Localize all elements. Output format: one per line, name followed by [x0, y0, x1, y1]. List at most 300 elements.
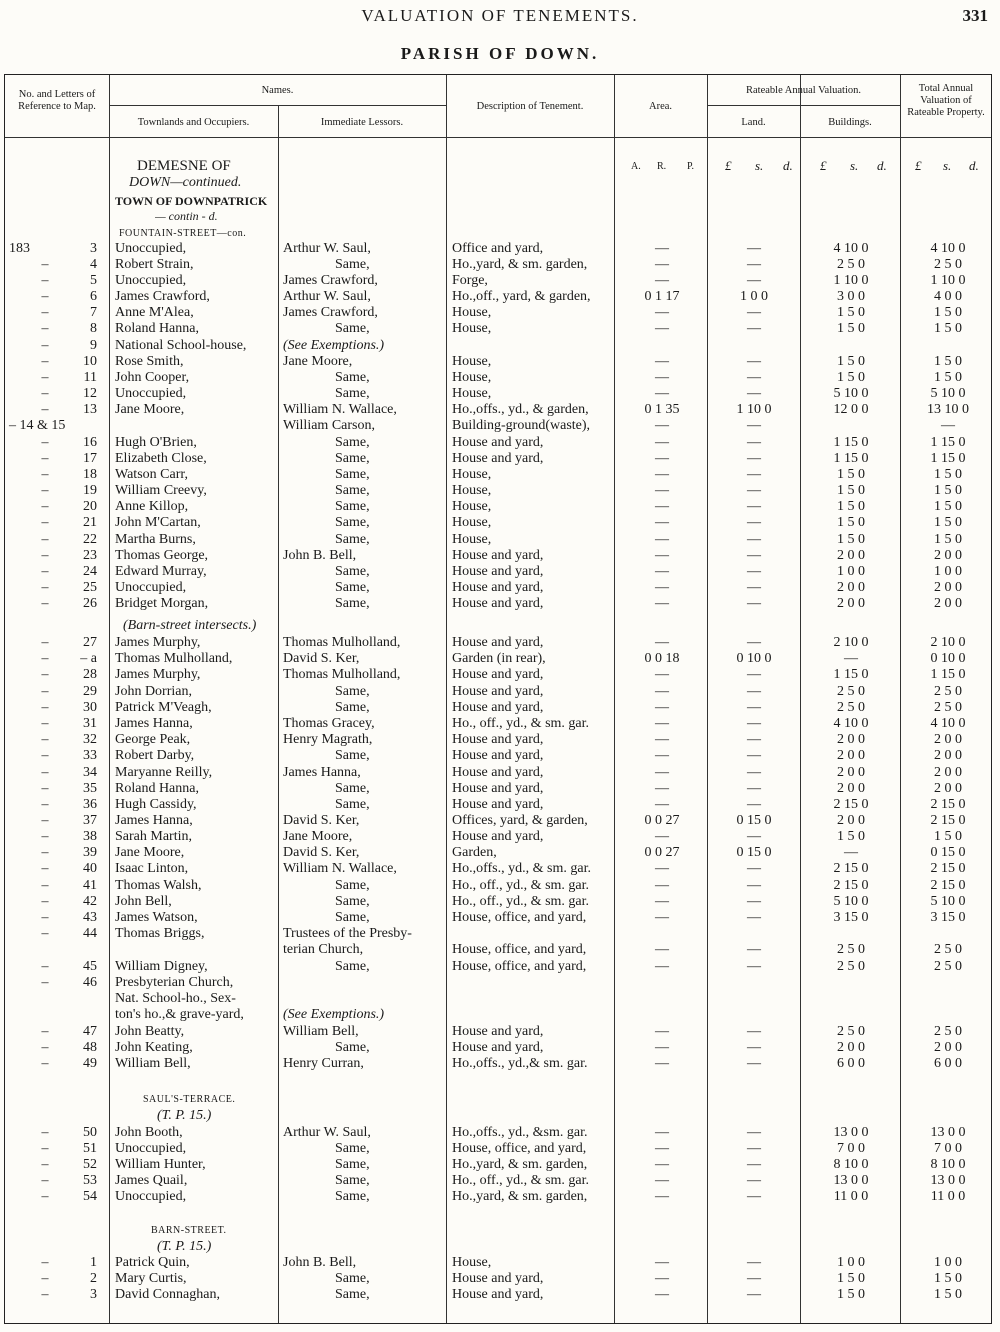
total-value: 1 5 0	[934, 321, 962, 336]
land-value: —	[747, 959, 761, 974]
area: —	[655, 386, 669, 401]
table-row	[5, 1141, 993, 1157]
table-row	[5, 257, 993, 273]
ref-number: –	[41, 499, 49, 514]
ref-letter: 20	[83, 499, 97, 514]
total-value: —	[941, 418, 955, 433]
occupier: James Hanna,	[115, 813, 193, 828]
buildings-value: 1 5 0	[837, 370, 865, 385]
area: —	[655, 1189, 669, 1204]
ref-letter: 31	[83, 716, 97, 731]
land-value: 0 10 0	[736, 651, 772, 666]
occupier: John Bell,	[115, 894, 172, 909]
ref-number: –	[41, 1173, 49, 1188]
buildings-value: 4 10 0	[833, 716, 869, 731]
total-value: 2 0 0	[934, 732, 962, 747]
occupier: Robert Darby,	[115, 748, 195, 763]
table-row	[5, 483, 993, 499]
total-value: 2 5 0	[934, 942, 962, 957]
unit-roods: R.	[657, 161, 667, 172]
page-header	[0, 6, 1000, 28]
table-row	[5, 667, 993, 683]
description: Ho., off., yd., & sm. gar.	[452, 878, 590, 893]
total-value: 2 0 0	[934, 748, 962, 763]
buildings-value: 2 0 0	[837, 765, 865, 780]
buildings-value: 2 0 0	[837, 596, 865, 611]
table-row	[5, 1173, 993, 1189]
ref-number: –	[41, 1056, 49, 1071]
lessor: Arthur W. Saul,	[283, 1125, 371, 1140]
area: —	[655, 418, 669, 433]
lessor: Same,	[335, 596, 370, 611]
area: —	[655, 483, 669, 498]
area: —	[655, 305, 669, 320]
table-row	[5, 321, 993, 337]
buildings-value: 2 5 0	[837, 684, 865, 699]
description: Ho., off., yd., & sm. gar.	[452, 1173, 590, 1188]
land-value: —	[747, 499, 761, 514]
description: Ho.,offs., yd., & sm. gar.	[452, 861, 591, 876]
total-value: 1 5 0	[934, 515, 962, 530]
description: House, office, and yard,	[452, 1141, 587, 1156]
area: —	[655, 1287, 669, 1302]
buildings-value: 2 0 0	[837, 732, 865, 747]
description: House and yard,	[452, 797, 544, 812]
total-value: 1 5 0	[934, 467, 962, 482]
area: —	[655, 354, 669, 369]
total-value: 2 5 0	[934, 700, 962, 715]
ref-number: –	[41, 861, 49, 876]
total-value: 2 5 0	[934, 257, 962, 272]
table-row	[5, 515, 993, 531]
ref-number: –	[41, 845, 49, 860]
area: —	[655, 781, 669, 796]
total-value: 1 0 0	[934, 1255, 962, 1270]
land-value: —	[747, 910, 761, 925]
area: —	[655, 257, 669, 272]
area: —	[655, 959, 669, 974]
total-value: 1 5 0	[934, 1287, 962, 1302]
land-value: —	[747, 467, 761, 482]
buildings-value: 1 0 0	[837, 1255, 865, 1270]
lessor: Same,	[335, 321, 370, 336]
ref-number: –	[41, 1255, 49, 1270]
total-value: 1 10 0	[930, 273, 966, 288]
total-value: 11 0 0	[930, 1189, 966, 1204]
land-value: —	[747, 321, 761, 336]
ref-number: –	[41, 635, 49, 650]
occupier: Thomas George,	[115, 548, 209, 563]
lessor: Same,	[335, 1040, 370, 1055]
land-value: —	[747, 596, 761, 611]
lessor: Same,	[335, 1157, 370, 1172]
table-row	[5, 338, 993, 354]
unit-acres: A.	[631, 161, 641, 172]
occupier: Thomas Walsh,	[115, 878, 202, 893]
unit-shillings-land: s.	[755, 158, 764, 173]
land-value: —	[747, 894, 761, 909]
total-value: 2 0 0	[934, 781, 962, 796]
ref-number: –	[41, 1271, 49, 1286]
total-value: 0 15 0	[930, 845, 966, 860]
table-row	[5, 975, 993, 991]
lessor: (See Exemptions.)	[283, 338, 385, 353]
ref-number: –	[41, 564, 49, 579]
ref-letter: 6	[90, 289, 97, 304]
lessor: Same,	[335, 1173, 370, 1188]
section-demesne-cont: DOWN—continued.	[129, 175, 242, 190]
table-row	[5, 1255, 993, 1271]
land-value: —	[747, 1024, 761, 1039]
description: House and yard,	[452, 548, 544, 563]
lessor: David S. Ker,	[283, 845, 360, 860]
total-value: 1 15 0	[930, 451, 966, 466]
lessor: Same,	[335, 451, 370, 466]
lessor: William N. Wallace,	[283, 402, 397, 417]
table-row	[5, 370, 993, 386]
ref-letter: 37	[83, 813, 97, 828]
buildings-value: 11 0 0	[833, 1189, 869, 1204]
land-value: —	[747, 829, 761, 844]
ref-letter: 33	[83, 748, 97, 763]
col-description: Description of Tenement.	[476, 101, 584, 112]
buildings-value: 2 0 0	[837, 781, 865, 796]
land-value: —	[747, 451, 761, 466]
ref-letter: 50	[83, 1125, 97, 1140]
table-row	[5, 1007, 993, 1023]
occupier: Isaac Linton,	[115, 861, 189, 876]
land-value: —	[747, 878, 761, 893]
buildings-value: —	[844, 651, 858, 666]
ref-letter: 38	[83, 829, 97, 844]
total-value: 2 0 0	[934, 548, 962, 563]
description: House,	[452, 483, 492, 498]
total-value: 13 10 0	[927, 402, 969, 417]
lessor: Same,	[335, 959, 370, 974]
table-row	[5, 894, 993, 910]
total-value: 13 0 0	[930, 1173, 966, 1188]
occupier: Unoccupied,	[115, 273, 187, 288]
occupier: David Connaghan,	[115, 1287, 220, 1302]
total-value: 2 15 0	[930, 861, 966, 876]
area: —	[655, 748, 669, 763]
description: House,	[452, 499, 492, 514]
ref-number: –	[41, 1157, 49, 1172]
land-value: —	[747, 797, 761, 812]
ref-number: –	[41, 716, 49, 731]
ref-letter: 21	[83, 515, 97, 530]
buildings-value: 2 0 0	[837, 580, 865, 595]
running-title: VALUATION OF TENEMENTS.	[361, 6, 639, 25]
occupier: John Cooper,	[115, 370, 190, 385]
table-row	[5, 564, 993, 580]
ref-letter: 2	[90, 1271, 97, 1286]
occupier: Patrick M'Veagh,	[115, 700, 212, 715]
ref-letter: 36	[83, 797, 97, 812]
description: House, office, and yard,	[452, 959, 587, 974]
ref-letter: 54	[83, 1189, 97, 1204]
col-buildings: Buildings.	[828, 117, 872, 128]
description: Ho.,yard, & sm. garden,	[452, 1157, 588, 1172]
description: House and yard,	[452, 684, 544, 699]
description: House and yard,	[452, 829, 544, 844]
lessor: (See Exemptions.)	[283, 1007, 385, 1022]
lessor: James Crawford,	[283, 305, 378, 320]
lessor: Same,	[335, 1141, 370, 1156]
buildings-value: 2 15 0	[833, 878, 869, 893]
area: —	[655, 684, 669, 699]
ref-number: –	[41, 975, 49, 990]
ref-number: – 14 & 15	[9, 418, 66, 433]
ref-number: –	[41, 829, 49, 844]
ref-number: –	[41, 451, 49, 466]
area: —	[655, 435, 669, 450]
land-value: —	[747, 580, 761, 595]
occupier: Anne M'Alea,	[115, 305, 194, 320]
occupier: Unoccupied,	[115, 1189, 187, 1204]
total-value: 1 5 0	[934, 354, 962, 369]
description: House and yard,	[452, 732, 544, 747]
section-town-cont: — contin - d.	[155, 209, 218, 223]
ref-letter: 17	[83, 451, 97, 466]
description: House and yard,	[452, 635, 544, 650]
total-value: 1 5 0	[934, 370, 962, 385]
area: —	[655, 829, 669, 844]
table-row	[5, 878, 993, 894]
unit-pence-land: d.	[783, 158, 793, 173]
area: —	[655, 241, 669, 256]
ref-letter: 29	[83, 684, 97, 699]
occupier: James Watson,	[115, 910, 198, 925]
table-row	[5, 402, 993, 418]
total-value: 1 5 0	[934, 829, 962, 844]
occupier: Elizabeth Close,	[115, 451, 207, 466]
area: —	[655, 894, 669, 909]
total-value: 2 10 0	[930, 635, 966, 650]
table-row	[5, 499, 993, 515]
buildings-value: 1 5 0	[837, 354, 865, 369]
buildings-value: 8 10 0	[833, 1157, 869, 1172]
ref-letter: 32	[83, 732, 97, 747]
buildings-value: 5 10 0	[833, 386, 869, 401]
ref-letter: 24	[83, 564, 97, 579]
ref-number: –	[41, 370, 49, 385]
ref-number: –	[41, 1287, 49, 1302]
area: —	[655, 564, 669, 579]
lessor: Same,	[335, 684, 370, 699]
table-row	[5, 273, 993, 289]
lessor: Same,	[335, 370, 370, 385]
description: House and yard,	[452, 1024, 544, 1039]
unit-perches: P.	[687, 161, 694, 172]
land-value: —	[747, 667, 761, 682]
lessor: Henry Curran,	[283, 1056, 364, 1071]
description: Ho.,yard, & sm. garden,	[452, 1189, 588, 1204]
lessor: Same,	[335, 386, 370, 401]
ref-letter: 3	[90, 1287, 97, 1302]
land-value: —	[747, 1271, 761, 1286]
buildings-value: 1 5 0	[837, 483, 865, 498]
table-row	[5, 1189, 993, 1205]
land-value: —	[747, 515, 761, 530]
area: —	[655, 596, 669, 611]
description: Office and yard,	[452, 241, 544, 256]
land-value: —	[747, 765, 761, 780]
description: House, office, and yard,	[452, 942, 587, 957]
land-value: —	[747, 942, 761, 957]
ref-letter: 16	[83, 435, 97, 450]
description: House and yard,	[452, 1287, 544, 1302]
ref-number: –	[41, 257, 49, 272]
col-ref: No. and Letters of Reference to Map.	[18, 89, 96, 112]
table-row	[5, 732, 993, 748]
ref-number: –	[41, 580, 49, 595]
ref-number: –	[41, 548, 49, 563]
ref-letter: 25	[83, 580, 97, 595]
land-value: —	[747, 564, 761, 579]
ref-letter: 41	[83, 878, 97, 893]
land-value: —	[747, 635, 761, 650]
col-total: Total Annual Valuation of Rateable Property.	[907, 83, 985, 118]
occupier: Anne Killop,	[115, 499, 189, 514]
total-value: 6 0 0	[934, 1056, 962, 1071]
area: —	[655, 370, 669, 385]
description: House,	[452, 354, 492, 369]
area: —	[655, 878, 669, 893]
description: Offices, yard, & garden,	[452, 813, 588, 828]
lessor: Trustees of the Presby-	[283, 926, 412, 941]
buildings-value: 1 15 0	[833, 451, 869, 466]
valuation-table	[4, 74, 992, 1324]
land-value: —	[747, 716, 761, 731]
ref-letter: 30	[83, 700, 97, 715]
ref-letter: 39	[83, 845, 97, 860]
section-demesne: DEMESNE OF	[137, 158, 231, 174]
ref-number: –	[41, 596, 49, 611]
section-sauls-tp: (T. P. 15.)	[157, 1108, 212, 1123]
area: —	[655, 1125, 669, 1140]
description: House and yard,	[452, 781, 544, 796]
table-row	[5, 797, 993, 813]
buildings-value: 5 10 0	[833, 894, 869, 909]
table-row	[5, 289, 993, 305]
ref-letter: 42	[83, 894, 97, 909]
table-row	[5, 467, 993, 483]
occupier: John Dorrian,	[115, 684, 192, 699]
area: —	[655, 321, 669, 336]
occupier: Bridget Morgan,	[115, 596, 209, 611]
area: —	[655, 1271, 669, 1286]
table-row	[5, 1125, 993, 1141]
occupier: Unoccupied,	[115, 580, 187, 595]
description: Ho.,offs., yd., & garden,	[452, 402, 589, 417]
land-value: —	[747, 781, 761, 796]
area: —	[655, 451, 669, 466]
buildings-value: 2 5 0	[837, 1024, 865, 1039]
lessor: terian Church,	[283, 942, 364, 957]
lessor: Same,	[335, 1271, 370, 1286]
description: House and yard,	[452, 435, 544, 450]
ref-number: –	[41, 700, 49, 715]
ref-letter: 43	[83, 910, 97, 925]
ref-number: –	[41, 386, 49, 401]
table-row	[5, 861, 993, 877]
ref-letter: 51	[83, 1141, 97, 1156]
ref-letter: 8	[90, 321, 97, 336]
lessor: Thomas Mulholland,	[283, 635, 401, 650]
occupier: Sarah Martin,	[115, 829, 192, 844]
land-value: —	[747, 1040, 761, 1055]
ref-number: –	[41, 515, 49, 530]
total-value: 1 5 0	[934, 499, 962, 514]
ref-letter: 49	[83, 1056, 97, 1071]
lessor: Arthur W. Saul,	[283, 289, 371, 304]
buildings-value: 12 0 0	[833, 402, 869, 417]
table-row	[5, 435, 993, 451]
unit-pounds-land: £	[725, 158, 732, 173]
area: —	[655, 1173, 669, 1188]
occupier: ton's ho.,& grave-yard,	[115, 1007, 244, 1022]
lessor: Same,	[335, 748, 370, 763]
ref-number: –	[41, 765, 49, 780]
lessor: William Carson,	[283, 418, 375, 433]
area: —	[655, 499, 669, 514]
area: —	[655, 515, 669, 530]
lessor: James Hanna,	[283, 765, 361, 780]
description: House,	[452, 321, 492, 336]
occupier: Jane Moore,	[115, 845, 185, 860]
land-value: 0 15 0	[736, 845, 772, 860]
lessor: Same,	[335, 700, 370, 715]
parish-title: PARISH OF DOWN.	[400, 44, 600, 63]
ref-number: –	[41, 781, 49, 796]
description: House and yard,	[452, 596, 544, 611]
table-row	[5, 748, 993, 764]
unit-pence-bldg: d.	[877, 158, 887, 173]
table-row	[5, 716, 993, 732]
total-value: 0 10 0	[930, 651, 966, 666]
lessor: Same,	[335, 781, 370, 796]
table-row	[5, 1287, 993, 1303]
description: House,	[452, 305, 492, 320]
buildings-value: 1 5 0	[837, 532, 865, 547]
land-value: —	[747, 1189, 761, 1204]
area: —	[655, 942, 669, 957]
description: House and yard,	[452, 765, 544, 780]
ref-number: –	[41, 926, 49, 941]
ref-number: –	[41, 305, 49, 320]
buildings-value: 2 5 0	[837, 959, 865, 974]
table-row	[5, 700, 993, 716]
land-value: —	[747, 305, 761, 320]
ref-letter: 4	[90, 257, 97, 272]
ref-letter: 46	[83, 975, 97, 990]
ref-letter: 26	[83, 596, 97, 611]
description: House,	[452, 386, 492, 401]
table-row	[5, 596, 993, 612]
land-value: —	[747, 732, 761, 747]
section-barn-intersects: (Barn-street intersects.)	[123, 618, 257, 633]
buildings-value: 1 5 0	[837, 499, 865, 514]
area: —	[655, 635, 669, 650]
description: House,	[452, 532, 492, 547]
area: —	[655, 467, 669, 482]
area: —	[655, 700, 669, 715]
unit-pounds-total: £	[915, 158, 922, 173]
buildings-value: 1 15 0	[833, 667, 869, 682]
lessor: William N. Wallace,	[283, 861, 397, 876]
total-value: 2 15 0	[930, 813, 966, 828]
